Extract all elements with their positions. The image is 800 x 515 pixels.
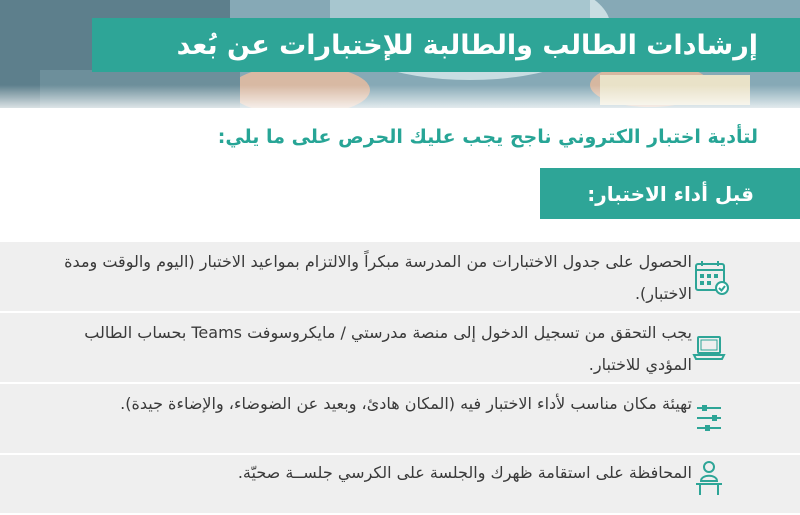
- section-header-before-exam: [540, 168, 800, 219]
- intro-text: لتأدية اختبار الكتروني ناجح يجب عليك الحرص على ما يلي:: [217, 126, 758, 148]
- guideline-item-environment: [0, 384, 800, 455]
- guideline-item-schedule: [0, 242, 800, 313]
- guideline-text: المحافظة على استقامة ظهرك والجلسة على الكرسي جلســة صحيّة.: [237, 463, 692, 482]
- guideline-text: تهيئة مكان مناسب لأداء الاختبار فيه (المكان هادئ، وبعيد عن الضوضاء، والإضاءة جيدة).: [120, 394, 692, 413]
- guideline-text: يجب التحقق من تسجيل الدخول إلى منصة مدرستي / مايكروسوفت Teams بحساب الطالب المؤدي للاختبار.: [84, 323, 692, 374]
- guideline-item-login: [0, 313, 800, 384]
- section-header-text: قبل أداء الاختبار:: [587, 181, 754, 206]
- page-title: [92, 18, 800, 72]
- guidelines-list: [0, 242, 800, 515]
- guideline-text: الحصول على جدول الاختبارات من المدرسة مبكراً والالتزام بمواعيد الاختبار (اليوم والوقت ومدة الاختبار).: [64, 252, 692, 303]
- photo-fade: [0, 85, 800, 108]
- page-title-text: إرشادات الطالب والطالبة للإختبارات عن بُعد: [176, 29, 758, 61]
- guideline-item-posture: [0, 455, 800, 515]
